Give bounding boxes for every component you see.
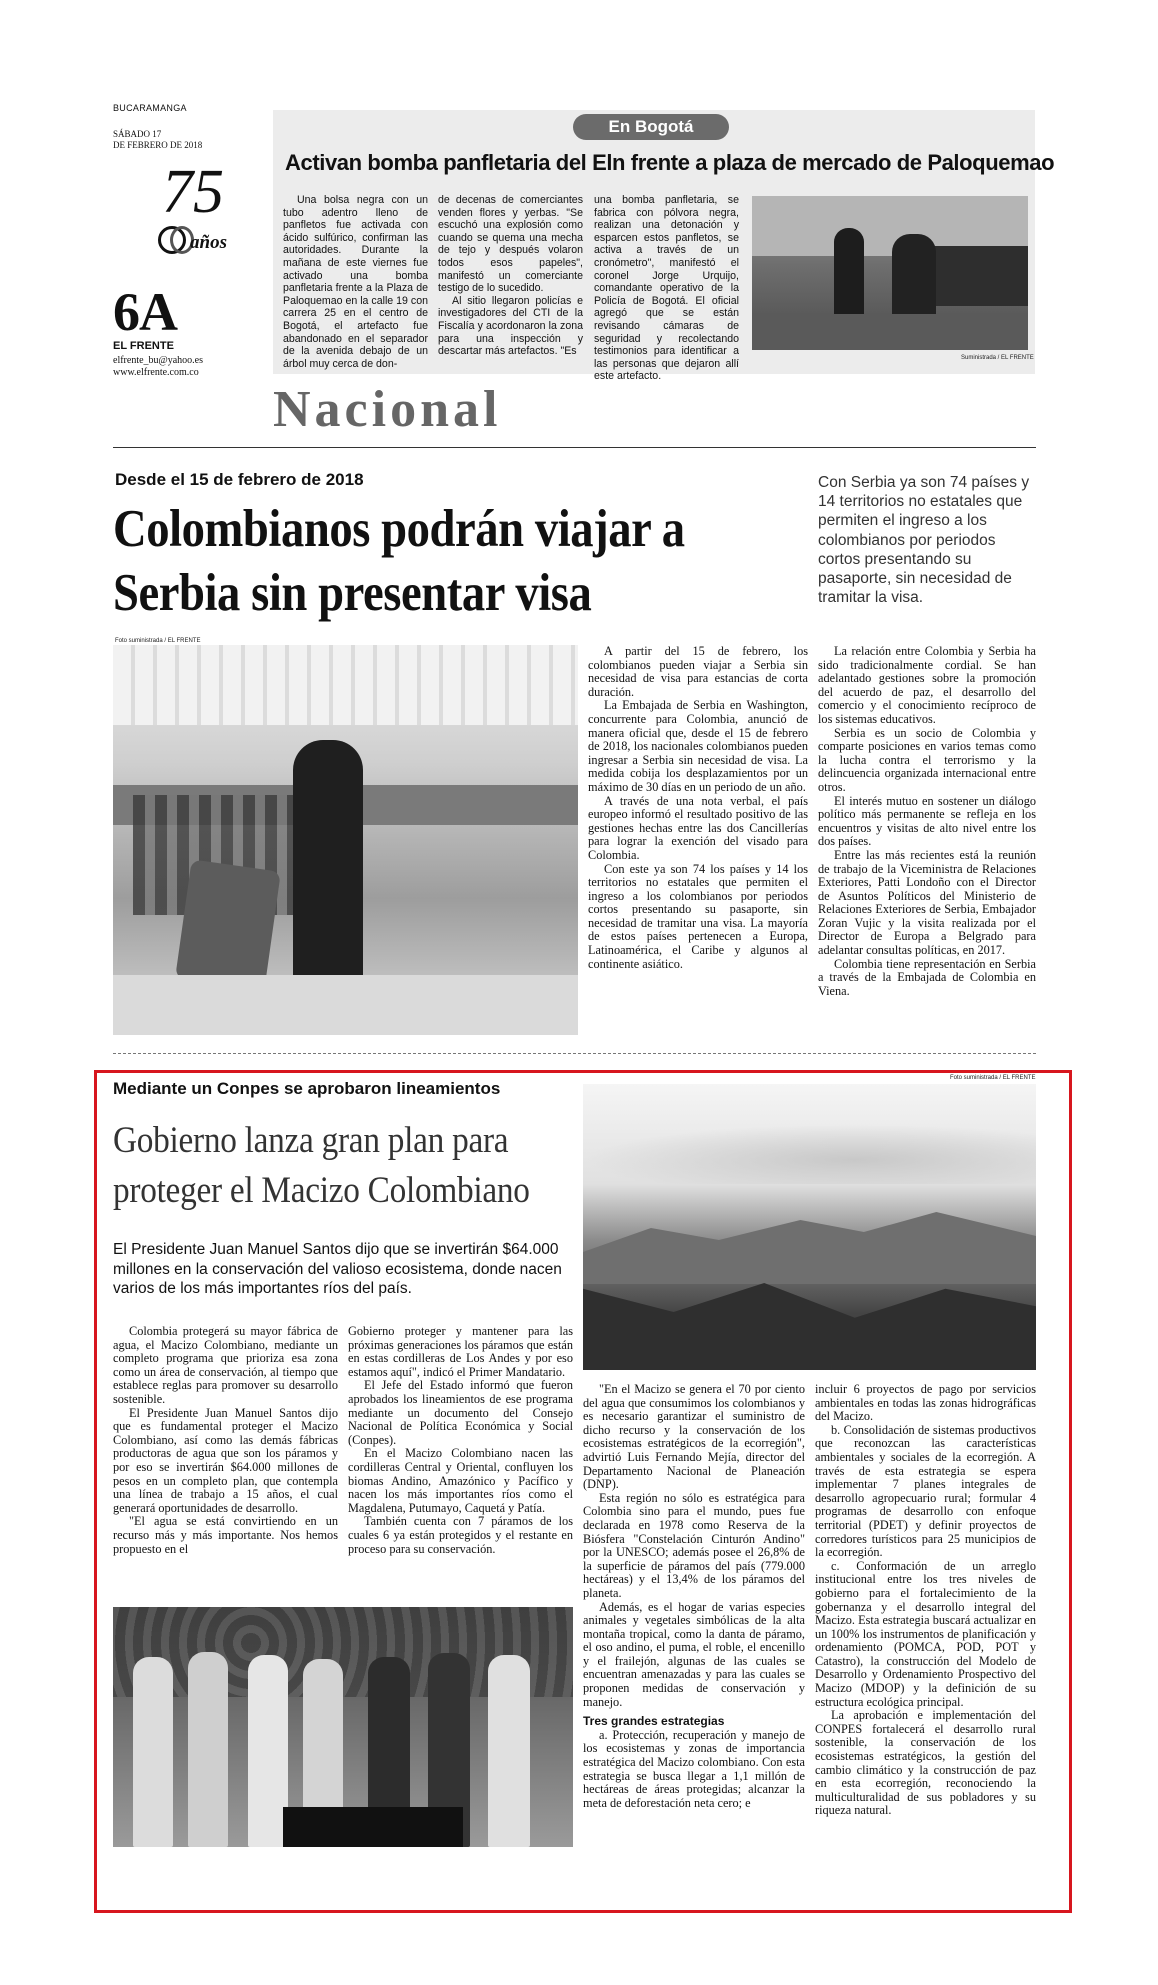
macizo-group-photo — [113, 1607, 573, 1847]
serbia-col-2-p4: Entre las más recientes está la reunión de trabajo de la Viceministra de Relaciones Exteriores, Patti Londoño con el Director de Asuntos Políticos del Ministerio de Relaciones Exteriores de Serbia, Embajador Zoran Vujic y la visita realizada por el Director de Europa a Belgrado para adelantar consultas políticas, en 2017. — [818, 847, 1036, 958]
bogota-tag: En Bogotá — [573, 114, 729, 140]
serbia-col-1-p4: Con este ya son 74 los países y 14 los territorios no estatales que permiten el ingreso a los colombianos por periodos cortos presentando su pasaporte, sin necesidad de tramitar una visa. La mayoría de estos países pertenecen a Europa, Latinoamérica, el Caribe y algunos al continente asiático. — [588, 861, 808, 971]
contact-email: elfrente_bu@yahoo.es — [113, 355, 204, 366]
macizo-col-3 — [583, 1383, 805, 1810]
macizo-headline: Gobierno lanza gran plan para proteger el Macizo Colombiano — [113, 1120, 530, 1211]
contact-web: www.elfrente.com.co — [113, 367, 199, 378]
serbia-photo-ceiling — [113, 645, 578, 725]
macizo-col-2-p4: También cuenta con 7 páramos de los cuales 6 ya están protegidos y el restante en proceso para su conservación. — [348, 1514, 573, 1556]
serbia-photo-credit: Foto suministrada / EL FRENTE — [115, 638, 201, 644]
bogota-photo-ground — [752, 314, 1028, 350]
macizo-col-3-p3: Además, es el hogar de varias especies animales y vegetales simbólicas de la alta montaña tropical, como la danta de páramo, el oso andino, el puma, el roble, el encenillo y el frailejón, algunas de las cuales se encuentran amenazadas y para las cuales se proponen medidas de conservación y manejo. — [583, 1599, 805, 1709]
serbia-col-1 — [588, 645, 808, 971]
anniversary-logo — [158, 158, 238, 272]
macizo-summary: El Presidente Juan Manuel Santos dijo que se invertirán $64.000 millones en la conservación del valioso ecosistema, donde nacen varios de los más importantes ríos del país. — [113, 1241, 562, 1297]
macizo-col-3-p2: Esta región no sólo es estratégica para Colombia sino para el mundo, pues fue declarada en 1978 como Reserva de la Biósfera "Constelación Cinturón Andino" por la UNESCO; además posee el 26,8% de la superficie de páramos del país (779.000 hectáreas) y el 13,4% de los páramos del planeta. — [583, 1490, 805, 1600]
macizo-col-4 — [815, 1383, 1036, 1818]
macizo-photo-ridge — [583, 1204, 1036, 1284]
macizo-col-1-p1: Colombia protegerá su mayor fábrica de agua, el Macizo Colombiano, mediante un completo programa que prioriza esa zona como un área de conservación, al tiempo que establece reglas para promover su desarrollo sostenible. — [113, 1324, 338, 1406]
bogota-col-3-text: una bomba panfletaria, se fabrica con pólvora negra, realizan una detonación y esparcen estos panfletos, se activa a través de un cronómetro", manifestó el coronel Jorge Urquijo, comandante operativo de la Policía de Bogotá. El oficial agregó que se están revisando cámaras de seguridad y recolectando testimonios para identificar a las personas que dejaron allí este artefacto. — [594, 194, 739, 383]
macizo-col-2 — [348, 1325, 573, 1556]
serbia-col-2-p1: La relación entre Colombia y Serbia ha sido tradicionalmente cordial. Se han adelantado gestiones sobre la promoción del acuerdo de paz, el desarrollo del comercio y el conocimiento recíproco de los sistemas educativos. — [818, 644, 1036, 726]
serbia-photo-traveler — [293, 740, 363, 990]
macizo-col-1-p3: "El agua se está convirtiendo en un recurso más y más importante. Nos hemos propuesto en el — [113, 1514, 338, 1556]
paper-name: EL FRENTE — [113, 340, 174, 352]
macizo-col-1 — [113, 1325, 338, 1556]
page-number: 6A — [113, 282, 177, 342]
macizo-col-1-p2: El Presidente Juan Manuel Santos dijo que es fundamental proteger el Macizo Colombiano, así como las demás fábricas productoras de agua que son los páramos y por eso se invertirán $64.000 millones de pesos en un completo plan, que contempla una línea de trabajo a 15 años, el cual generará oportunidades de desarrollo. — [113, 1405, 338, 1515]
macizo-kicker: Mediante un Conpes se aprobaron lineamientos — [113, 1079, 501, 1098]
macizo-col-4-p1: incluir 6 proyectos de pago por servicios ambientales en todas las zonas hidrográficas del Macizo. — [815, 1382, 1036, 1424]
anniversary-word: años — [190, 232, 227, 253]
serbia-kicker: Desde el 15 de febrero de 2018 — [115, 470, 364, 489]
macizo-col-3-p1: "En el Macizo se genera el 70 por ciento del agua que consumimos los colombianos y es necesario garantizar el suministro de dicho recurso y la conservación de los ecosistemas estratégicos de la ecorregión", advirtió Luis Fernando Mejía, director del Departamento Nacional de Planeación (DNP). — [583, 1382, 805, 1492]
macizo-col-4-p4: La aprobación e implementación del CONPES fortalecerá el desarrollo rural sostenible, la conservación de los ecosistemas estratégicos, la gestión del cambio climático y la construcción de paz en esta ecorregión, reconociendo la multiculturalidad de sus pobladores y su riqueza natural. — [815, 1708, 1036, 1818]
date-line-2: DE FEBRERO DE 2018 — [113, 140, 203, 150]
bogota-col-2-text-a: de decenas de comerciantes venden flores y yerbas. "Se escuchó una explosión como cuando se quema una mecha de tejo y después volaron todos esos papeles", manifestó un comerciante testigo de lo sucedido. — [438, 194, 583, 295]
section-title: Nacional — [273, 381, 502, 438]
macizo-photo-clouds — [583, 1124, 1036, 1184]
bogota-col-1-text: Una bolsa negra con un tubo adentro lleno de panfletos fue activada con ácido sulfúrico, confirman las autoridades. Durante la mañana de este viernes fue activado una bomba panfletaria frente a la Plaza de Paloquemao en la calle 19 con carrera 25 en el centro de Bogotá, el artefacto fue abandonado en el separador de la avenida debajo de un árbol muy cerca de don- — [283, 194, 428, 370]
macizo-photo-person-3 — [248, 1655, 288, 1847]
anniversary-number: 75 — [162, 158, 224, 226]
bogota-photo-vehicle — [922, 246, 1028, 306]
serbia-col-2-p2: Serbia es un socio de Colombia y comparte posiciones en varios temas como la lucha contra el terrorismo y la delincuencia organizada internacional entre otros. — [818, 725, 1036, 794]
macizo-photo-person-7 — [488, 1655, 530, 1847]
macizo-col-2-p3: En el Macizo Colombiano nacen las cordilleras Central y Oriental, confluyen los biomas Andino, Amazónico y Pacífico y nacen los más importantes ríos como el Magdalena, Putumayo, Caquetá y Patía. — [348, 1446, 573, 1515]
macizo-photo-credit: Foto suministrada / EL FRENTE — [950, 1075, 1036, 1081]
serbia-col-1-p3: A través de una nota verbal, el país europeo informó el resultado positivo de las gestiones hechas entre las dos Cancillerías para lograr la exención del visado para Colombia. — [588, 793, 808, 862]
serbia-photo-suitcase — [175, 859, 281, 990]
serbia-col-2 — [818, 645, 1036, 998]
date-line-1: SÁBADO 17 — [113, 129, 162, 139]
macizo-photo-person-1 — [133, 1657, 173, 1847]
macizo-photo-person-2 — [188, 1652, 228, 1847]
macizo-col-3b-p1: a. Protección, recuperación y manejo de los ecosistemas y zonas de importancia estratégica del Macizo colombiano. Con esta estrategia se busca llegar a 1,1 millón de hectáreas de áreas protegidas; alcanzar la meta de deforestación neta cero; e — [583, 1727, 805, 1810]
bogota-col-3 — [594, 194, 739, 383]
macizo-subhead: Tres grandes estrategias — [583, 1714, 725, 1729]
macizo-photo-table — [283, 1807, 463, 1847]
section-rule — [113, 447, 1036, 448]
serbia-photo-floor — [113, 975, 578, 1035]
bogota-box — [273, 110, 1055, 383]
serbia-col-1-p2: La Embajada de Serbia en Washington, concurrente para Colombia, anunció de manera oficial que, desde el 15 de febrero de 2018, los nacionales colombianos pueden ingresar a Serbia sin necesidad de visa. La medida cobija los desplazamientos por un máximo de 30 días en un periodo de un año. — [588, 698, 808, 794]
serbia-col-2-p3: El interés mutuo en sostener un diálogo político más permanente se refleja en los encuentros y visitas de alto nivel entre los dos países. — [818, 793, 1036, 849]
macizo-col-4-p2: b. Consolidación de sistemas productivos que reconozcan las características ambientales y sociales de la ecorregión. A través de esta estrategia se espera implementar 7 planes integrales de desarrollo agropecuario rural; formular 4 programas de desarrollo con enfoque territorial (PDET) y definir proyectos de corredores turísticos para 25 municipios de la ecorregión. — [815, 1422, 1036, 1560]
article-divider — [113, 1053, 1036, 1054]
serbia-headline: Colombianos podrán viajar a Serbia sin presentar visa — [113, 500, 685, 622]
serbia-summary: Con Serbia ya son 74 países y 14 territorios no estatales que permiten el ingreso a los colombianos por periodos cortos presentando su pasaporte, sin necesidad de tramitar la visa. — [818, 474, 1030, 607]
city-label: BUCARAMANGA — [113, 103, 187, 113]
bogota-col-1 — [283, 194, 428, 370]
macizo-col-2-p1: Gobierno proteger y mantener para las próximas generaciones los páramos que están en estas cordilleras de Los Andes y por eso estamos aquí", indicó el Primer Mandatario. — [348, 1324, 573, 1379]
bogota-photo-credit: Suministrada / EL FRENTE — [961, 355, 1034, 361]
bogota-photo — [752, 196, 1028, 350]
bogota-headline: Activan bomba panfletaria del Eln frente a plaza de mercado de Paloquemao — [285, 150, 1055, 175]
serbia-col-2-p5: Colombia tiene representación en Serbia a través de la Embajada de Colombia en Viena. — [818, 956, 1036, 998]
macizo-col-2-p2: El Jefe del Estado informó que fueron aprobados los lineamientos de ese programa mediante un documento del Consejo Nacional de Política Económica y Social (Conpes). — [348, 1378, 573, 1447]
bogota-col-2 — [438, 194, 583, 358]
serbia-photo — [113, 645, 578, 1035]
serbia-col-1-p1: A partir del 15 de febrero, los colombianos pueden viajar a Serbia sin necesidad de visa para estancias de corta duración. — [588, 644, 808, 699]
macizo-landscape-photo — [583, 1084, 1036, 1370]
macizo-col-4-p3: c. Conformación de un arreglo institucional entre los tres niveles de gobierno para el fortalecimiento de la gobernanza y el desarrollo integral del Macizo. Esta estrategia buscará actualizar en un 100% los instrumentos de planificación y ordenamiento (POMCA, POD, POT y Catastro), la construcción del Modelo de Desarrollo y Ordenamiento Prospectivo del Macizo (MDOP) y la definición de su estructura ecológica principal. — [815, 1558, 1036, 1709]
bogota-col-2-text-b: Al sitio llegaron policías e investigadores del CTI de la Fiscalía y acordonaron la zona para una inspección y descartar más artefactos. "Es — [438, 294, 583, 358]
